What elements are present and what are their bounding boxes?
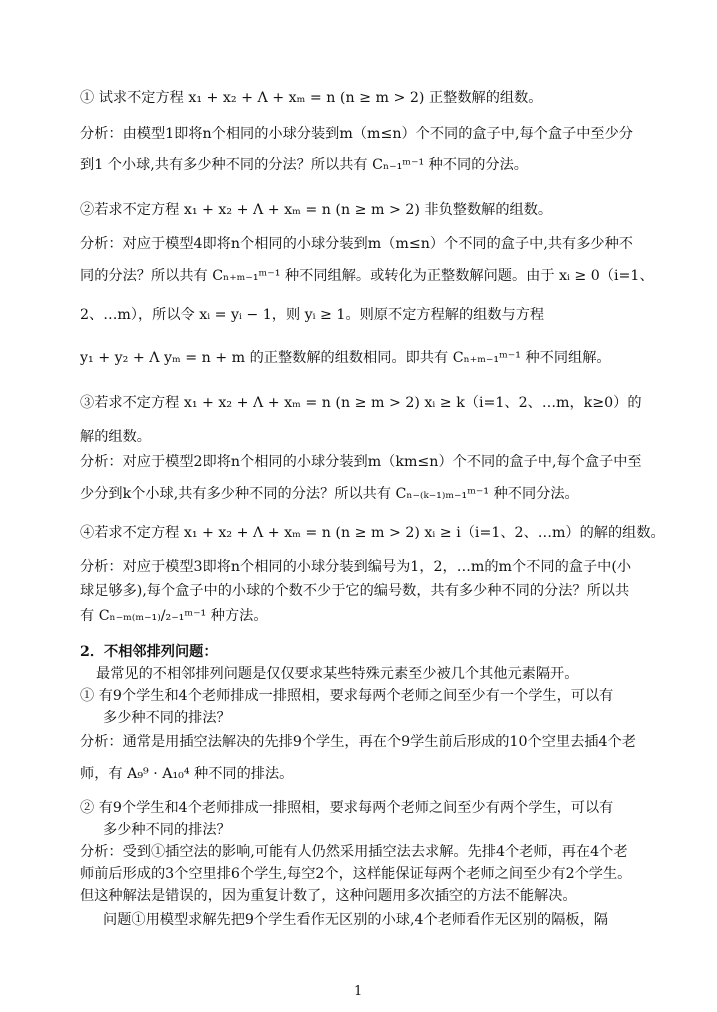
page-number: 1 bbox=[354, 984, 363, 999]
text-line: 但这种解法是错误的，因为重复计数了，这种问题用多次插空的方法不能解决。 bbox=[80, 888, 577, 904]
text-line: 分析：对应于模型2即将n个相同的小球分装到m（km≤n）个不同的盒子中,每个盒子中至 bbox=[80, 454, 642, 470]
text-line: 多少种不同的排法？ bbox=[103, 822, 231, 838]
text-line: ③若求不定方程 x₁ + x₂ + Λ + xₘ = n (n ≥ m > 2) xᵢ ≥ k（i=1、2、…m，k≥0）的 bbox=[80, 395, 642, 411]
text-line: ② 有9个学生和4个老师排成一排照相，要求每两个老师之间至少有两个学生，可以有 bbox=[80, 800, 614, 816]
text-line: 分析：受到①插空法的影响,可能有人仍然采用插空法去求解。先排4个老师，再在4个老 bbox=[80, 844, 628, 860]
text-line: ②若求不定方程 x₁ + x₂ + Λ + xₘ = n (n ≥ m > 2) 非负整数解的组数。 bbox=[80, 202, 553, 218]
text-line: ① 试求不定方程 x₁ + x₂ + Λ + xₘ = n (n ≥ m > 2) 正整数解的组数。 bbox=[80, 90, 543, 106]
text-line: 多少种不同的排法？ bbox=[103, 710, 231, 726]
text-line: 分析：由模型1即将n个相同的小球分装到m（m≤n）个不同的盒子中,每个盒子中至少分 bbox=[80, 126, 633, 142]
text-line: 最常见的不相邻排列问题是仅仅要求某些特殊元素至少被几个其他元素隔开。 bbox=[96, 666, 579, 682]
text-line: 少分到k个小球,共有多少种不同的分法？所以共有 Cₙ₋₍ₖ₋₁₎ₘ₋₁ᵐ⁻¹ 种不同分法。 bbox=[80, 486, 579, 502]
text-line: 解的组数。 bbox=[80, 429, 151, 445]
text-line: 有 Cₙ₋ₘ₍ₘ₋₁₎/₂₋₁ᵐ⁻¹ 种方法。 bbox=[80, 608, 268, 624]
text-line: 同的分法？所以共有 Cₙ₊ₘ₋₁ᵐ⁻¹ 种不同组解。或转化为正整数解问题。由于 xᵢ ≥ 0（i=1、 bbox=[80, 268, 654, 284]
text-line: 分析：通常是用插空法解决的先排9个学生，再在个9学生前后形成的10个空里去插4个老 bbox=[80, 734, 636, 750]
text-line: 2、…m），所以令 xᵢ = yᵢ − 1，则 yᵢ ≥ 1。则原不定方程解的组数与方程 bbox=[80, 307, 545, 323]
text-line: 球足够多),每个盒子中的小球的个数不少于它的编号数，共有多少种不同的分法？所以共 bbox=[80, 583, 630, 599]
text-line: 到1 个小球,共有多少种不同的分法？所以共有 Cₙ₋₁ᵐ⁻¹ 种不同的分法。 bbox=[80, 157, 528, 173]
text-line: 分析：对应于模型4即将n个相同的小球分装到m（m≤n）个不同的盒子中,共有多少种不 bbox=[80, 236, 633, 252]
text-line: y₁ + y₂ + Λ yₘ = n + m 的正整数解的组数相同。即共有 Cₙ₊ₘ₋₁ᵐ⁻¹ 种不同组解。 bbox=[80, 350, 611, 366]
text-line: ① 有9个学生和4个老师排成一排照相，要求每两个老师之间至少有一个学生，可以有 bbox=[80, 688, 614, 704]
section-heading: 2．不相邻排列问题： bbox=[80, 644, 218, 660]
text-line: 问题①用模型求解先把9个学生看作无区别的小球,4个老师看作无区别的隔板，隔 bbox=[103, 912, 608, 928]
text-line: ④若求不定方程 x₁ + x₂ + Λ + xₘ = n (n ≥ m > 2) xᵢ ≥ i（i=1、2、…m）的解的组数。 bbox=[80, 525, 665, 541]
text-line: 师，有 A₉⁹ · A₁₀⁴ 种不同的排法。 bbox=[80, 766, 294, 782]
text-line: 师前后形成的3个空里排6个学生,每空2个，这样能保证每两个老师之间至少有2个学生。 bbox=[80, 866, 632, 882]
text-line: 分析：对应于模型3即将n个相同的小球分装到编号为1，2，…m的m个不同的盒子中(小 bbox=[80, 559, 632, 575]
